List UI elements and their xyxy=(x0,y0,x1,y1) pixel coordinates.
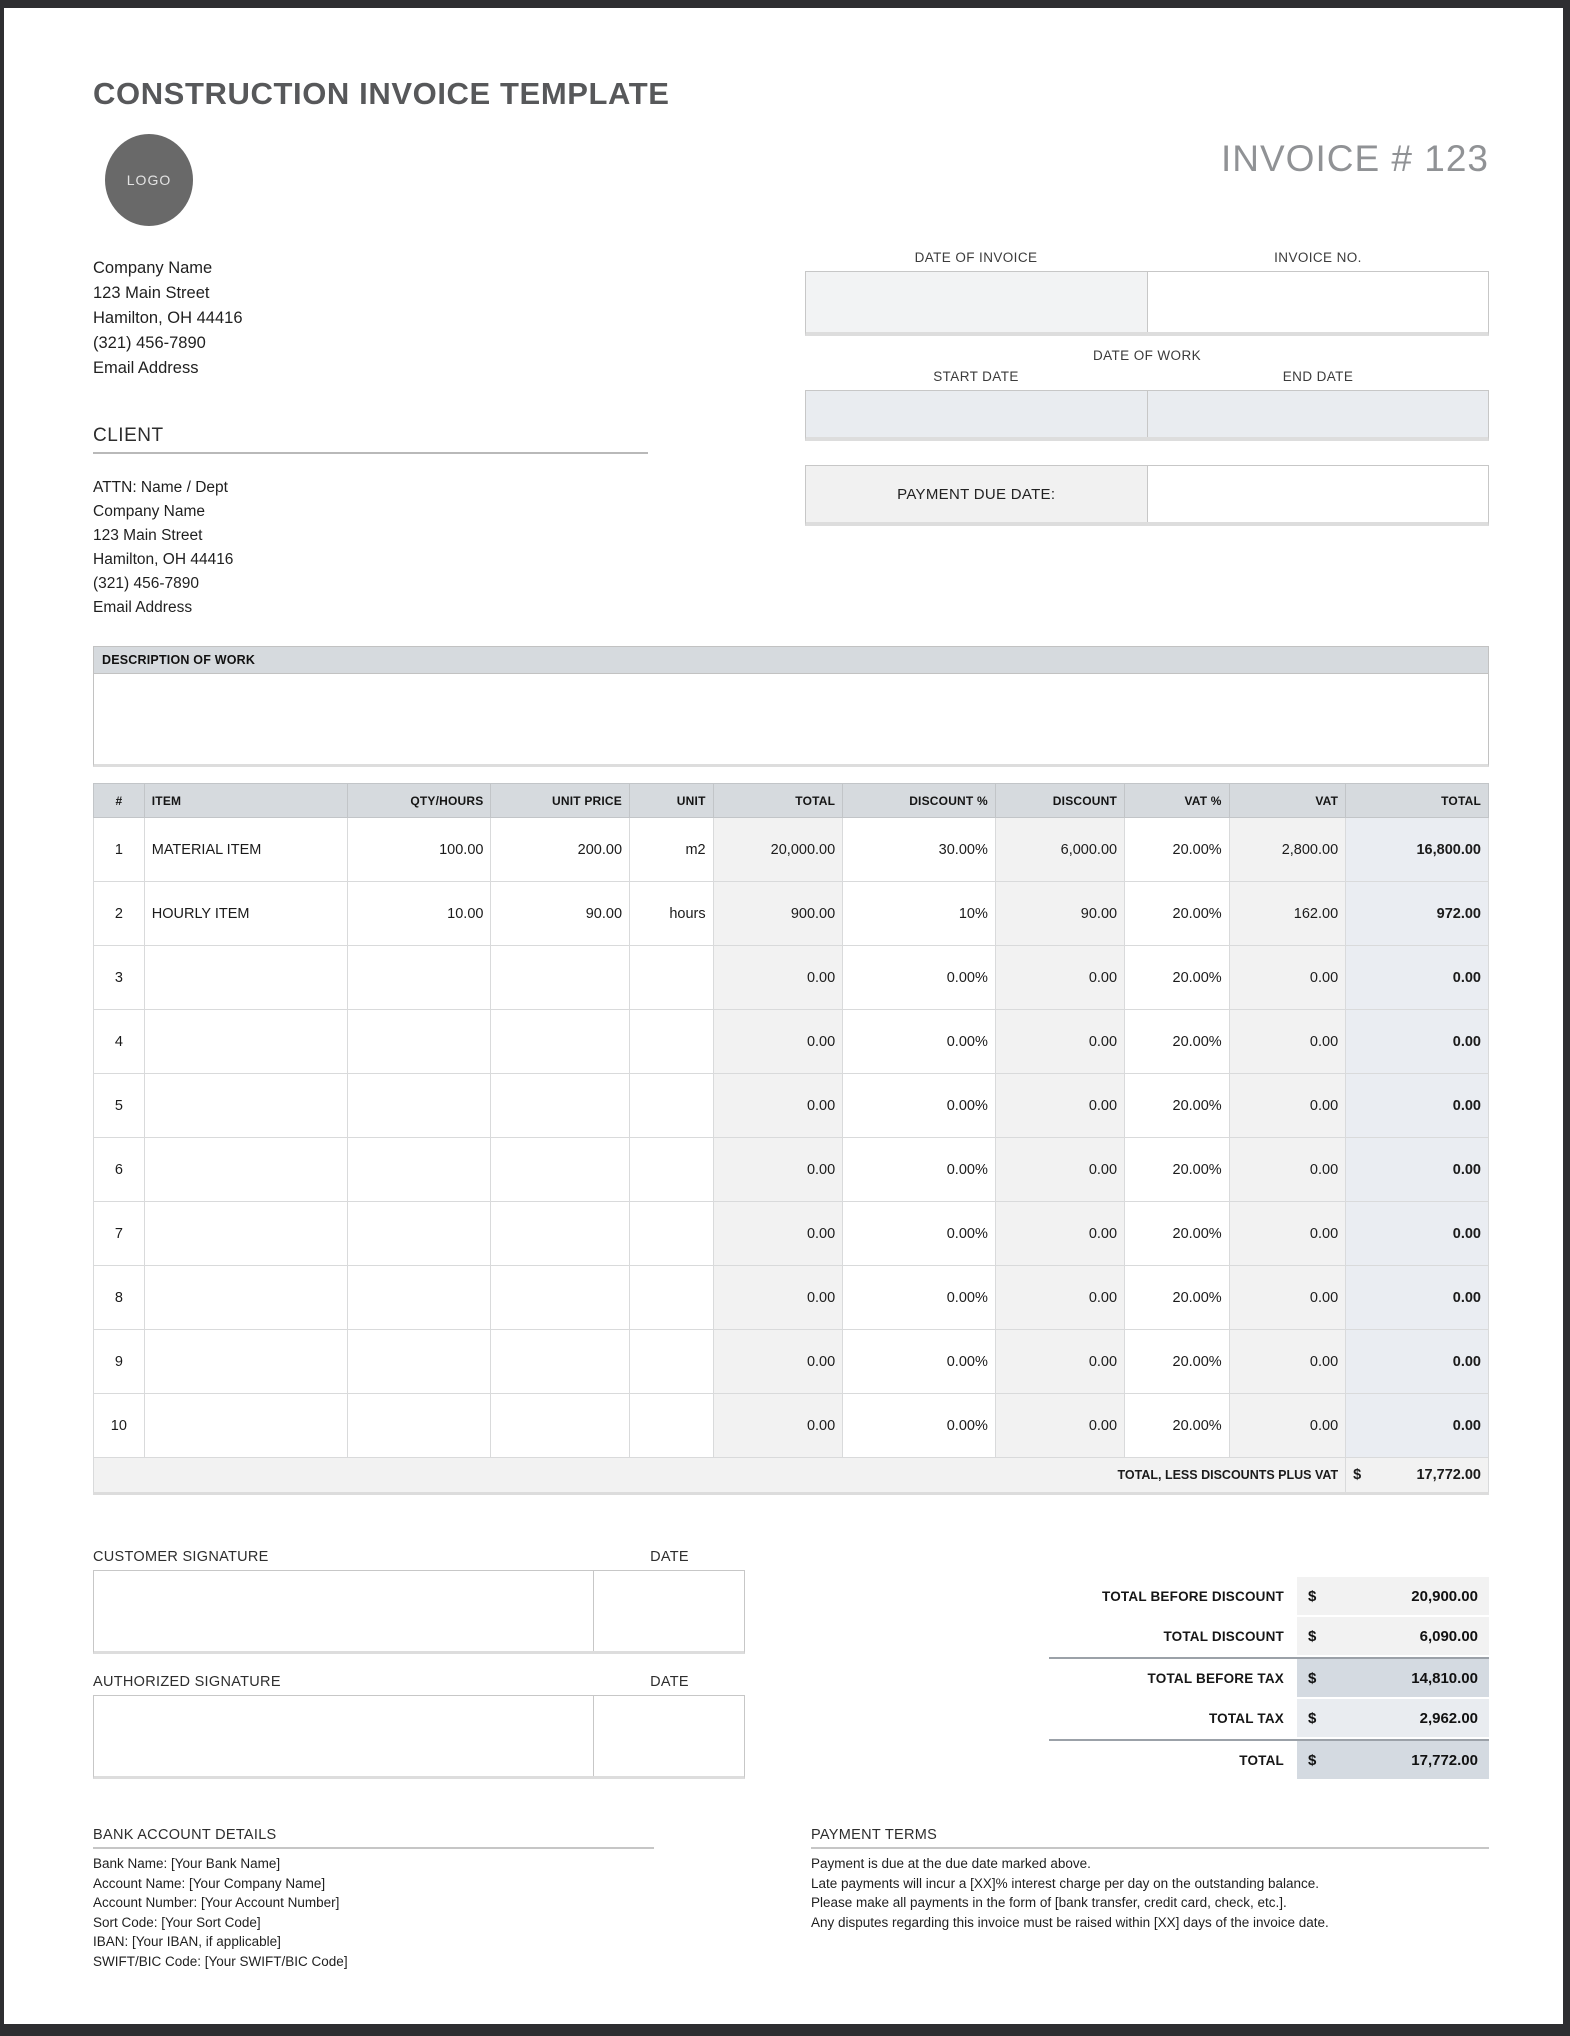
page-title: CONSTRUCTION INVOICE TEMPLATE xyxy=(93,76,670,111)
invoice-sheet xyxy=(4,8,1563,2024)
cell-item xyxy=(144,1202,347,1266)
header-discount_pct: DISCOUNT % xyxy=(843,784,996,818)
summary-value-box xyxy=(1297,1617,1489,1655)
cell-total: 0.00 xyxy=(713,1138,843,1202)
cell-unit xyxy=(630,1266,714,1330)
customer-signature-labels xyxy=(93,1549,745,1570)
cell-line_total: 16,800.00 xyxy=(1346,818,1489,882)
text-line: SWIFT/BIC Code: [Your SWIFT/BIC Code] xyxy=(93,1953,348,1969)
cell-unit_price xyxy=(491,1330,630,1394)
cell-discount_pct: 0.00% xyxy=(843,1010,996,1074)
company-logo xyxy=(105,134,193,226)
cell-vat: 0.00 xyxy=(1229,1010,1345,1074)
cell-unit: m2 xyxy=(630,818,714,882)
summary-currency: $ xyxy=(1308,1627,1317,1645)
cell-line_total: 0.00 xyxy=(1346,1394,1489,1458)
customer-date-label: DATE xyxy=(650,1549,689,1565)
cell-qty xyxy=(347,1394,491,1458)
text-line: Any disputes regarding this invoice must be raised within [XX] days of the invoice date. xyxy=(811,1914,1329,1930)
cell-unit xyxy=(630,1394,714,1458)
summary-label: TOTAL DISCOUNT xyxy=(1163,1628,1284,1644)
bank-account-details-heading: BANK ACCOUNT DETAILS xyxy=(93,1827,654,1849)
cell-vat: 2,800.00 xyxy=(1229,818,1345,882)
cell-discount: 0.00 xyxy=(995,1330,1124,1394)
summary-currency: $ xyxy=(1308,1751,1317,1769)
cell-qty xyxy=(347,1074,491,1138)
text-line: Late payments will incur a [XX]% interest charge per day on the outstanding balance. xyxy=(811,1875,1320,1891)
cell-total: 0.00 xyxy=(713,1266,843,1330)
text-line: Company Name xyxy=(93,259,213,277)
cell-discount: 0.00 xyxy=(995,1266,1124,1330)
grand-total-amount: 17,772.00 xyxy=(1416,1467,1481,1483)
cell-unit: hours xyxy=(630,882,714,946)
cell-discount: 0.00 xyxy=(995,1394,1124,1458)
table-row xyxy=(94,1074,1489,1138)
text-line: Email Address xyxy=(93,359,199,377)
cell-unit xyxy=(630,1074,714,1138)
header-line_total: TOTAL xyxy=(1346,784,1489,818)
signatures-column xyxy=(93,1549,745,1781)
cell-total: 20,000.00 xyxy=(713,818,843,882)
cell-unit_price xyxy=(491,1394,630,1458)
cell-total: 0.00 xyxy=(713,1394,843,1458)
cell-total: 0.00 xyxy=(713,1010,843,1074)
cell-line_total: 0.00 xyxy=(1346,1010,1489,1074)
totals-summary xyxy=(1049,1577,1489,1781)
summary-label: TOTAL TAX xyxy=(1208,1710,1284,1726)
cell-discount_pct: 0.00% xyxy=(843,1394,996,1458)
summary-amount: 6,090.00 xyxy=(1419,1627,1478,1645)
cell-item xyxy=(144,1266,347,1330)
cell-line_total: 0.00 xyxy=(1346,1074,1489,1138)
summary-currency: $ xyxy=(1308,1709,1317,1727)
work-date-boxes xyxy=(805,390,1489,441)
cell-total: 0.00 xyxy=(713,946,843,1010)
authorized-signature-set xyxy=(93,1674,745,1779)
cell-item xyxy=(144,1010,347,1074)
header-num: # xyxy=(94,784,145,818)
cell-num: 6 xyxy=(94,1138,145,1202)
cell-discount: 6,000.00 xyxy=(995,818,1124,882)
cell-unit_price xyxy=(491,1266,630,1330)
cell-unit xyxy=(630,1010,714,1074)
cell-discount_pct: 0.00% xyxy=(843,1074,996,1138)
cell-item xyxy=(144,1138,347,1202)
summary-currency: $ xyxy=(1308,1587,1317,1605)
cell-qty: 100.00 xyxy=(347,818,491,882)
cell-unit_price xyxy=(491,1074,630,1138)
summary-value-box xyxy=(1297,1577,1489,1615)
footer-blocks xyxy=(93,1827,1489,1971)
description-of-work-section xyxy=(93,646,1489,767)
text-line: (321) 456-7890 xyxy=(93,334,206,352)
text-line: Account Name: [Your Company Name] xyxy=(93,1875,326,1891)
cell-total: 0.00 xyxy=(713,1330,843,1394)
cell-discount: 90.00 xyxy=(995,882,1124,946)
cell-discount_pct: 0.00% xyxy=(843,1202,996,1266)
cell-vat: 0.00 xyxy=(1229,1202,1345,1266)
cell-line_total: 0.00 xyxy=(1346,1202,1489,1266)
table-row xyxy=(94,1202,1489,1266)
table-row xyxy=(94,882,1489,946)
cell-discount: 0.00 xyxy=(995,1138,1124,1202)
cell-unit xyxy=(630,1202,714,1266)
cell-qty xyxy=(347,1202,491,1266)
summary-label: TOTAL xyxy=(1239,1752,1284,1768)
table-row xyxy=(94,1330,1489,1394)
authorized-signature-boxes xyxy=(93,1695,745,1779)
cell-num: 2 xyxy=(94,882,145,946)
summary-currency: $ xyxy=(1308,1669,1317,1687)
cell-discount: 0.00 xyxy=(995,1074,1124,1138)
cell-qty xyxy=(347,1138,491,1202)
text-line: 123 Main Street xyxy=(93,527,203,544)
summary-value-box xyxy=(1297,1741,1489,1779)
cell-num: 7 xyxy=(94,1202,145,1266)
authorized-signature-label: AUTHORIZED SIGNATURE xyxy=(93,1674,281,1690)
cell-vat_pct: 20.00% xyxy=(1125,1202,1230,1266)
line-items-header xyxy=(94,784,1489,818)
grand-total-label: TOTAL, LESS DISCOUNTS PLUS VAT xyxy=(94,1458,1346,1494)
cell-num: 1 xyxy=(94,818,145,882)
payment-terms-section xyxy=(811,1827,1489,1971)
authorized-signature-labels xyxy=(93,1674,745,1695)
date-of-invoice-field[interactable] xyxy=(806,272,1147,332)
cell-vat_pct: 20.00% xyxy=(1125,882,1230,946)
grand-total-row xyxy=(94,1458,1489,1494)
cell-total: 0.00 xyxy=(713,1202,843,1266)
header-left-column xyxy=(93,114,805,620)
cell-qty xyxy=(347,946,491,1010)
text-line: IBAN: [Your IBAN, if applicable] xyxy=(93,1934,281,1949)
table-row xyxy=(94,1010,1489,1074)
invoice-field-boxes xyxy=(805,271,1489,336)
invoice-no-field[interactable] xyxy=(1147,272,1489,332)
text-line: Bank Name: [Your Bank Name] xyxy=(93,1856,281,1871)
cell-discount: 0.00 xyxy=(995,1202,1124,1266)
table-row xyxy=(94,1394,1489,1458)
start-date-label: START DATE xyxy=(933,369,1019,384)
cell-unit_price xyxy=(491,1010,630,1074)
cell-unit_price: 90.00 xyxy=(491,882,630,946)
table-row xyxy=(94,818,1489,882)
cell-item xyxy=(144,1074,347,1138)
text-line: Please make all payments in the form of [bank transfer, credit card, check, etc.]. xyxy=(811,1895,1287,1910)
cell-item: HOURLY ITEM xyxy=(144,882,347,946)
customer-signature-label: CUSTOMER SIGNATURE xyxy=(93,1549,269,1565)
grand-total-currency: $ xyxy=(1353,1467,1362,1483)
cell-item xyxy=(144,1394,347,1458)
summary-row xyxy=(1049,1577,1489,1615)
header-vat: VAT xyxy=(1229,784,1345,818)
customer-signature-boxes xyxy=(93,1570,745,1654)
customer-signature-field[interactable] xyxy=(94,1571,594,1651)
summary-row xyxy=(1049,1739,1489,1779)
cell-vat: 0.00 xyxy=(1229,1138,1345,1202)
invoice-field-labels xyxy=(805,246,1489,271)
cell-unit xyxy=(630,1330,714,1394)
bank-account-details-lines xyxy=(93,1854,654,1971)
cell-unit xyxy=(630,946,714,1010)
cell-discount_pct: 0.00% xyxy=(843,1330,996,1394)
cell-num: 5 xyxy=(94,1074,145,1138)
client-address-block xyxy=(93,476,770,620)
table-header-row xyxy=(94,784,1489,818)
cell-num: 3 xyxy=(94,946,145,1010)
cell-vat_pct: 20.00% xyxy=(1125,1138,1230,1202)
summary-amount: 17,772.00 xyxy=(1411,1751,1478,1769)
cell-discount_pct: 0.00% xyxy=(843,1138,996,1202)
end-date-label: END DATE xyxy=(1282,369,1354,384)
cell-num: 4 xyxy=(94,1010,145,1074)
cell-qty xyxy=(347,1266,491,1330)
cell-total: 900.00 xyxy=(713,882,843,946)
summary-amount: 2,962.00 xyxy=(1419,1709,1478,1727)
cell-vat: 0.00 xyxy=(1229,946,1345,1010)
cell-num: 9 xyxy=(94,1330,145,1394)
summary-value-box xyxy=(1297,1659,1489,1697)
summary-label: TOTAL BEFORE DISCOUNT xyxy=(1102,1588,1284,1604)
cell-vat: 0.00 xyxy=(1229,1074,1345,1138)
cell-qty xyxy=(347,1330,491,1394)
cell-discount: 0.00 xyxy=(995,1010,1124,1074)
authorized-date-field[interactable] xyxy=(594,1696,744,1776)
cell-vat_pct: 20.00% xyxy=(1125,946,1230,1010)
payment-due-row xyxy=(805,465,1489,526)
text-line: Hamilton, OH 44416 xyxy=(93,551,234,568)
header-discount: DISCOUNT xyxy=(995,784,1124,818)
cell-vat_pct: 20.00% xyxy=(1125,818,1230,882)
cell-discount_pct: 0.00% xyxy=(843,946,996,1010)
text-line: (321) 456-7890 xyxy=(93,575,199,592)
header-vat_pct: VAT % xyxy=(1125,784,1230,818)
line-items-table xyxy=(93,783,1489,1495)
summary-row xyxy=(1049,1617,1489,1655)
cell-line_total: 0.00 xyxy=(1346,1138,1489,1202)
cell-discount_pct: 10% xyxy=(843,882,996,946)
text-line: Company Name xyxy=(93,503,205,520)
cell-item xyxy=(144,946,347,1010)
end-date-field[interactable] xyxy=(1147,391,1489,437)
cell-discount_pct: 30.00% xyxy=(843,818,996,882)
cell-num: 10 xyxy=(94,1394,145,1458)
customer-date-field[interactable] xyxy=(594,1571,744,1651)
work-date-labels xyxy=(805,365,1489,390)
text-line: Email Address xyxy=(93,599,193,616)
summary-amount: 20,900.00 xyxy=(1411,1587,1478,1605)
authorized-date-label: DATE xyxy=(650,1674,689,1690)
cell-qty xyxy=(347,1010,491,1074)
header-right-column xyxy=(805,114,1489,620)
grand-total-value-cell xyxy=(1346,1458,1489,1494)
header-row xyxy=(93,114,1489,620)
line-items-body xyxy=(94,818,1489,1458)
text-line: Account Number: [Your Account Number] xyxy=(93,1895,340,1910)
cell-line_total: 972.00 xyxy=(1346,882,1489,946)
cell-total: 0.00 xyxy=(713,1074,843,1138)
invoice-fields xyxy=(805,246,1489,526)
description-of-work-field[interactable] xyxy=(94,674,1488,764)
cell-item xyxy=(144,1330,347,1394)
cell-line_total: 0.00 xyxy=(1346,1266,1489,1330)
summary-label: TOTAL BEFORE TAX xyxy=(1147,1670,1284,1686)
text-line: 123 Main Street xyxy=(93,284,210,302)
cell-discount_pct: 0.00% xyxy=(843,1266,996,1330)
text-line: Sort Code: [Your Sort Code] xyxy=(93,1914,261,1930)
cell-vat_pct: 20.00% xyxy=(1125,1074,1230,1138)
header-unit: UNIT xyxy=(630,784,714,818)
cell-unit_price xyxy=(491,1202,630,1266)
signatures-and-summary xyxy=(93,1549,1489,1781)
cell-vat: 0.00 xyxy=(1229,1394,1345,1458)
payment-due-field[interactable] xyxy=(1147,466,1489,522)
cell-vat: 0.00 xyxy=(1229,1266,1345,1330)
header-total: TOTAL xyxy=(713,784,843,818)
summary-row xyxy=(1049,1657,1489,1697)
cell-unit_price xyxy=(491,946,630,1010)
cell-unit xyxy=(630,1138,714,1202)
cell-unit_price xyxy=(491,1138,630,1202)
text-line: ATTN: Name / Dept xyxy=(93,479,228,496)
client-section-heading: CLIENT xyxy=(93,425,648,454)
cell-vat_pct: 20.00% xyxy=(1125,1330,1230,1394)
cell-discount: 0.00 xyxy=(995,946,1124,1010)
cell-vat: 0.00 xyxy=(1229,1330,1345,1394)
cell-vat: 162.00 xyxy=(1229,882,1345,946)
header-qty: QTY/HOURS xyxy=(347,784,491,818)
table-row xyxy=(94,1138,1489,1202)
header-unit_price: UNIT PRICE xyxy=(491,784,630,818)
cell-item: MATERIAL ITEM xyxy=(144,818,347,882)
cell-qty: 10.00 xyxy=(347,882,491,946)
cell-vat_pct: 20.00% xyxy=(1125,1266,1230,1330)
company-address-block xyxy=(93,256,770,381)
text-line: Hamilton, OH 44416 xyxy=(93,309,243,327)
cell-unit_price: 200.00 xyxy=(491,818,630,882)
payment-terms-lines xyxy=(811,1854,1489,1932)
payment-due-label: PAYMENT DUE DATE: xyxy=(806,466,1147,522)
customer-signature-set xyxy=(93,1549,745,1654)
logo-text: LOGO xyxy=(126,172,172,188)
table-row xyxy=(94,946,1489,1010)
cell-vat_pct: 20.00% xyxy=(1125,1394,1230,1458)
payment-terms-heading: PAYMENT TERMS xyxy=(811,1827,1489,1849)
date-of-work-label: DATE OF WORK xyxy=(1092,348,1202,363)
authorized-signature-field[interactable] xyxy=(94,1696,594,1776)
header-item: ITEM xyxy=(144,784,347,818)
text-line: Payment is due at the due date marked above. xyxy=(811,1856,1091,1871)
summary-amount: 14,810.00 xyxy=(1411,1669,1478,1687)
cell-vat_pct: 20.00% xyxy=(1125,1010,1230,1074)
line-items-footer xyxy=(94,1458,1489,1494)
cell-line_total: 0.00 xyxy=(1346,1330,1489,1394)
summary-value-box xyxy=(1297,1699,1489,1737)
cell-line_total: 0.00 xyxy=(1346,946,1489,1010)
summary-row xyxy=(1049,1699,1489,1737)
table-row xyxy=(94,1266,1489,1330)
invoice-number: INVOICE # 123 xyxy=(1220,138,1489,179)
invoice-no-label: INVOICE NO. xyxy=(1274,250,1362,265)
date-of-invoice-label: DATE OF INVOICE xyxy=(914,250,1038,265)
bank-account-details-section xyxy=(93,1827,654,1971)
description-of-work-heading: DESCRIPTION OF WORK xyxy=(94,647,1488,674)
start-date-field[interactable] xyxy=(806,391,1147,437)
cell-num: 8 xyxy=(94,1266,145,1330)
